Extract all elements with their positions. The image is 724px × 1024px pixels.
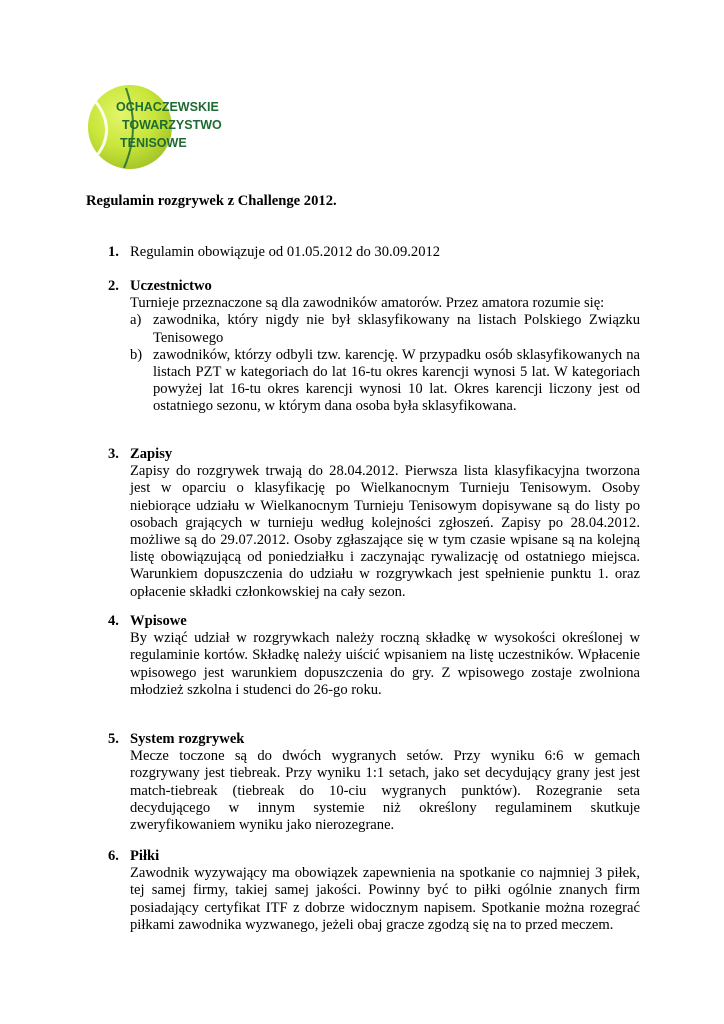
list-item xyxy=(130,312,640,346)
section-title: Zapisy xyxy=(130,446,173,462)
section-5 xyxy=(108,731,640,834)
club-logo xyxy=(86,84,226,174)
section-title: Wpisowe xyxy=(130,613,187,629)
logo-line-2: TOWARZYSTWO xyxy=(122,118,222,132)
section-6 xyxy=(108,848,640,934)
section-title: Uczestnictwo xyxy=(130,278,212,294)
list-item-text: zawodnika, który nigdy nie był sklasyfikowany na listach Polskiego Związku Tenisowego xyxy=(153,312,640,346)
section-title: Regulamin obowiązuje od 01.05.2012 do 30.09.2012 xyxy=(130,244,441,260)
section-number: 5. xyxy=(108,731,119,747)
list-item xyxy=(130,347,640,416)
section-2 xyxy=(108,278,640,416)
tennis-ball-logo-icon xyxy=(86,84,226,174)
logo-line-3: TENISOWE xyxy=(120,136,187,150)
section-body: Mecze toczone są do dwóch wygranych setów. Przy wyniku 6:6 w gemach rozgrywany jest tiebreak. Przy wyniku 1:1 setach, jako set decydujący grany jest jest match-tiebreak (tiebreak do 10-ciu wygranych punktów). Rozegranie seta decydującego w innym systemie niż określony regulaminem skutkuje zweryfikowaniem wyniku jako nierozegrane. xyxy=(130,748,640,834)
document-title: Regulamin rozgrywek z Challenge 2012. xyxy=(86,193,337,209)
section-number: 2. xyxy=(108,278,119,294)
section-number: 1. xyxy=(108,244,119,260)
section-body: Zapisy do rozgrywek trwają do 28.04.2012. Pierwsza lista klasyfikacyjna tworzona jest w oparciu o klasyfikację po Wielkanocnym Turnieju Tenisowym. Osoby niebiorące udziału w Wielkanocnym Turnieju Tenisowym dopisywane są do listy po osobach grających w turnieju według kolejności zgłoszeń. Zapisy po 28.04.2012. możliwe są do 29.07.2012. Osoby zgłaszające się w tym czasie wpisane są na kolejną listę obowiązującą od poniedziałku i zaczynając rywalizację od ostatniego miejsca. Warunkiem dopuszczenia do udziału w rozgrywkach jest spełnienie punktu 1. oraz opłacenie składki członkowskiej na cały sezon. xyxy=(130,463,640,600)
list-item-label: b) xyxy=(130,346,143,363)
list-item-label: a) xyxy=(130,312,142,329)
section-number: 3. xyxy=(108,446,119,462)
section-body: Zawodnik wyzywający ma obowiązek zapewnienia na spotkanie co najmniej 3 piłek, tej samej firmy, takiej samej jakości. Powinny być to piłki ogólnie znanych firm posiadający certyfikat ITF z dobrze widocznym napisem. Spotkanie można rozegrać piłkami zawodnika wyzwanego, jeżeli obaj gracze zgodzą się na to przed meczem. xyxy=(130,865,640,933)
section-4 xyxy=(108,613,640,699)
section-3 xyxy=(108,446,640,601)
list-item-text: zawodników, którzy odbyli tzw. karencję. W przypadku osób sklasyfikowanych na listach PZT w kategoriach do lat 16-tu okres karencji wynosi 5 lat. W kategoriach powyżej lat 16-tu okres karencji wynosi 10 lat. Okres karencji liczony jest od ostatniego sezonu, w którym dana osoba była sklasyfikowana. xyxy=(153,346,640,415)
section-number: 6. xyxy=(108,848,119,864)
section-intro: Turnieje przeznaczone są dla zawodników amatorów. Przez amatora rozumie się: xyxy=(130,295,605,312)
section-title: System rozgrywek xyxy=(130,731,245,747)
section-body: By wziąć udział w rozgrywkach należy roczną składkę w wysokości określonej w regulaminie kortów. Składkę należy uiścić wpisaniem na listę uczestników. Wpłacenie wpisowego jest warunkiem dopuszczenia do gry. Z wpisowego zostaje zwolniona młodzież szkolna i studenci do 26-go roku. xyxy=(130,630,640,698)
section-number: 4. xyxy=(108,613,119,629)
logo-line-1: OCHACZEWSKIE xyxy=(116,100,219,114)
section-1 xyxy=(108,244,640,261)
section-title: Piłki xyxy=(130,848,160,864)
